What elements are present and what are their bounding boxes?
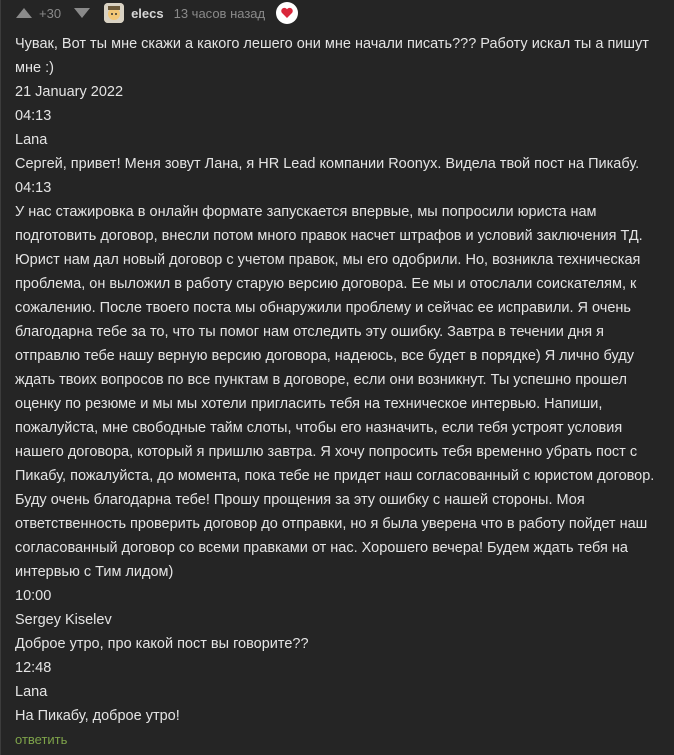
comment-paragraph: Сергей, привет! Меня зовут Лана, я HR Lead компании Roonyx. Видела твой пост на Пикабу. bbox=[15, 156, 640, 172]
reply-button[interactable]: ответить bbox=[15, 732, 68, 747]
comment-paragraph: Lana bbox=[15, 684, 48, 700]
comment-paragraph: На Пикабу, доброе утро! bbox=[15, 708, 180, 724]
triangle-up-icon bbox=[15, 7, 33, 19]
avatar[interactable] bbox=[104, 3, 124, 23]
award-badge[interactable] bbox=[276, 2, 298, 24]
comment-timestamp[interactable]: 13 часов назад bbox=[173, 5, 266, 21]
triangle-down-icon bbox=[73, 7, 91, 19]
comment-paragraph: 04:13 bbox=[15, 108, 52, 124]
comment-paragraph: Lana bbox=[15, 132, 48, 148]
avatar-face-icon bbox=[104, 3, 124, 23]
comment-paragraph: Sergey Kiselev bbox=[15, 612, 112, 628]
comment-paragraph: 10:00 bbox=[15, 588, 52, 604]
heart-award-icon bbox=[280, 6, 294, 20]
comment-author[interactable]: elecs bbox=[131, 5, 164, 21]
comment-header bbox=[15, 2, 298, 24]
comment-paragraph: У нас стажировка в онлайн формате запускается впервые, мы попросили юриста нам подготовить договор, внесли потом много правок насчет штрафов и условий заключения ТД. Юрист нам дал новый договор с учетом правок, мы его одобрили. Но, возникла техническая проблема, он выложил в работу старую версию договора. Ее мы и отослали соискателям, к сожалению. После твоего поста мы обнаружили проблему и сейчас ее исправили. Я очень благодарна тебе за то, что ты помог нам отследить эту ошибку. Завтра в течении дня я отправлю тебе нашу верную версию договора, надеюсь, все будет в порядке) Я лично буду ждать твоих вопросов по все пунктам в договоре, если они возникнут. Ты успешно прошел оценку по резюме и мы мы хотели пригласить тебя на техническое интервью. Напиши, пожалуйста, мне свободные тайм слоты, чтобы его назначить, если тебя устроят условия нашего договора, который я пришлю завтра. Я хочу попросить тебя временно убрать пост с Пикабу, пожалуйста, до момента, пока тебе не придет наш согласованный с юристом договор. Буду очень благодарна тебе! Прошу прощения за эту ошибку с нашей стороны. Моя ответственность проверить договор до отправки, но я была уверена что в работу пойдет наш согласованный договор со всеми правками от нас. Хорошего вечера! Будем ждать тебя на интервью с Тим лидом) bbox=[15, 204, 655, 580]
comment-paragraph: 12:48 bbox=[15, 660, 52, 676]
comment-paragraph: 04:13 bbox=[15, 180, 52, 196]
comment-paragraph: Чувак, Вот ты мне скажи а какого лешего они мне начали писать??? Работу искал ты а пишут мне :) bbox=[15, 36, 649, 76]
comment-rating: +30 bbox=[39, 5, 62, 21]
upvote-button[interactable] bbox=[15, 4, 33, 22]
comment-thread-line bbox=[0, 0, 1, 755]
comment-paragraph: 21 January 2022 bbox=[15, 84, 124, 100]
comment-paragraph: Доброе утро, про какой пост вы говорите?? bbox=[15, 636, 309, 652]
comment-body bbox=[15, 32, 665, 728]
downvote-button[interactable] bbox=[73, 4, 91, 22]
